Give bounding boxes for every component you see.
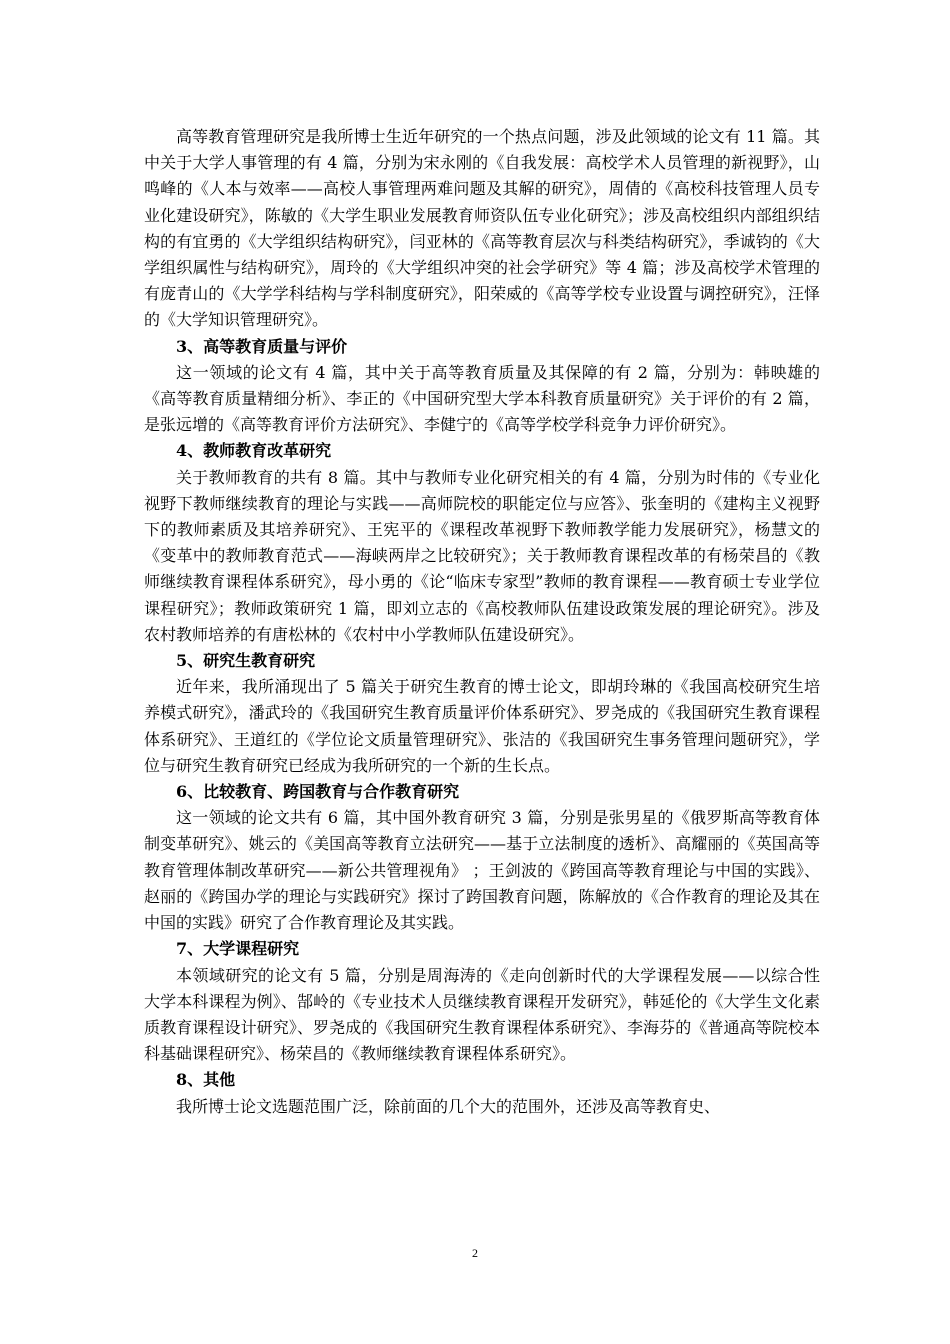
page-number: 2 bbox=[472, 1246, 478, 1260]
heading-comparative-education: 6、比较教育、跨国教育与合作教育研究 bbox=[176, 782, 460, 802]
heading-teacher-education: 4、教师教育改革研究 bbox=[176, 441, 332, 461]
heading-other: 8、其他 bbox=[176, 1070, 236, 1090]
paragraph-quality-evaluation: 这一领域的论文有 4 篇，其中关于高等教育质量及其保障的有 2 篇，分别为：韩映雄的《高等教育质量精细分析》、李正的《中国研究型大学本科教育质量研究》关于评价的有 2 篇，是张远增的《高等教育评价方法研究》、李健宁的《高等学校学科竞争力评价研究》。 bbox=[144, 362, 820, 435]
heading-quality-evaluation: 3、高等教育质量与评价 bbox=[176, 336, 348, 356]
paragraph-teacher-education: 关于教师教育的共有 8 篇。其中与教师专业化研究相关的有 4 篇，分别为时伟的《专业化视野下教师继续教育的理论与实践——高师院校的职能定位与应答》、张奎明的《建构主义视野下的教师素质及其培养研究》、王宪平的《课程改革视野下教师教学能力发展研究》，杨慧文的《变革中的教师教育范式——海峡两岸之比较研究》；关于教师教育课程改革的有杨荣昌的《教师继续教育课程体系研究》，母小勇的《论“临床专家型”教师的教育课程——教育硕士专业学位课程研究》；教师政策研究 1 篇，即刘立志的《高校教师队伍建设政策发展的理论研究》。涉及农村教师培养的有唐松林的《农村中小学教师队伍建设研究》。 bbox=[144, 467, 820, 644]
paragraph-other: 我所博士论文选题范围广泛，除前面的几个大的范围外，还涉及高等教育史、 bbox=[176, 1096, 721, 1116]
heading-graduate-education: 5、研究生教育研究 bbox=[176, 651, 316, 671]
paragraph-curriculum: 本领域研究的论文有 5 篇，分别是周海涛的《走向创新时代的大学课程发展——以综合性大学本科课程为例》、郜岭的《专业技术人员继续教育课程开发研究》，韩延伦的《大学生文化素质教育课程设计研究》、罗尧成的《我国研究生教育课程体系研究》、李海芬的《普通高等院校本科基础课程研究》、杨荣昌的《教师继续教育课程体系研究》。 bbox=[144, 965, 820, 1064]
paragraph-comparative-education: 这一领域的论文共有 6 篇，其中国外教育研究 3 篇，分别是张男星的《俄罗斯高等教育体制变革研究》、姚云的《美国高等教育立法研究——基于立法制度的透析》、高耀丽的《英国高等教育管理体制改革研究——新公共管理视角》 ；王剑波的《跨国高等教育理论与中国的实践》、赵丽的《跨国办学的理论与实践研究》探讨了跨国教育问题，陈解放的《合作教育的理论及其在中国的实践》研究了合作教育理论及其实践。 bbox=[144, 808, 820, 933]
paragraph-graduate-education: 近年来，我所涌现出了 5 篇关于研究生教育的博士论文，即胡玲琳的《我国高校研究生培养模式研究》，潘武玲的《我国研究生教育质量评价体系研究》、罗尧成的《我国研究生教育课程体系研究》、王道红的《学位论文质量管理研究》、张洁的《我国研究生事务管理问题研究》，学位与研究生教育研究已经成为我所研究的一个新的生长点。 bbox=[144, 677, 820, 775]
heading-curriculum: 7、大学课程研究 bbox=[176, 939, 300, 959]
paragraph-management: 高等教育管理研究是我所博士生近年研究的一个热点问题，涉及此领域的论文有 11 篇。其中关于大学人事管理的有 4 篇，分别为宋永刚的《自我发展：高校学术人员管理的新视野》，山鸣峰的《人本与效率——高校人事管理两难问题及其解的研究》，周倩的《高校科技管理人员专业化建设研究》，陈敏的《大学生职业发展教育师资队伍专业化研究》；涉及高校组织内部组织结构的有宜勇的《大学组织结构研究》，闫亚林的《高等教育层次与科类结构研究》，季诚钧的《大学组织属性与结构研究》，周玲的《大学组织冲突的社会学研究》等 4 篇；涉及高校学术管理的有庞青山的《大学学科结构与学科制度研究》，阳荣威的《高等学校专业设置与调控研究》，汪怿的《大学知识管理研究》。 bbox=[144, 127, 820, 330]
document-body bbox=[144, 124, 820, 1120]
